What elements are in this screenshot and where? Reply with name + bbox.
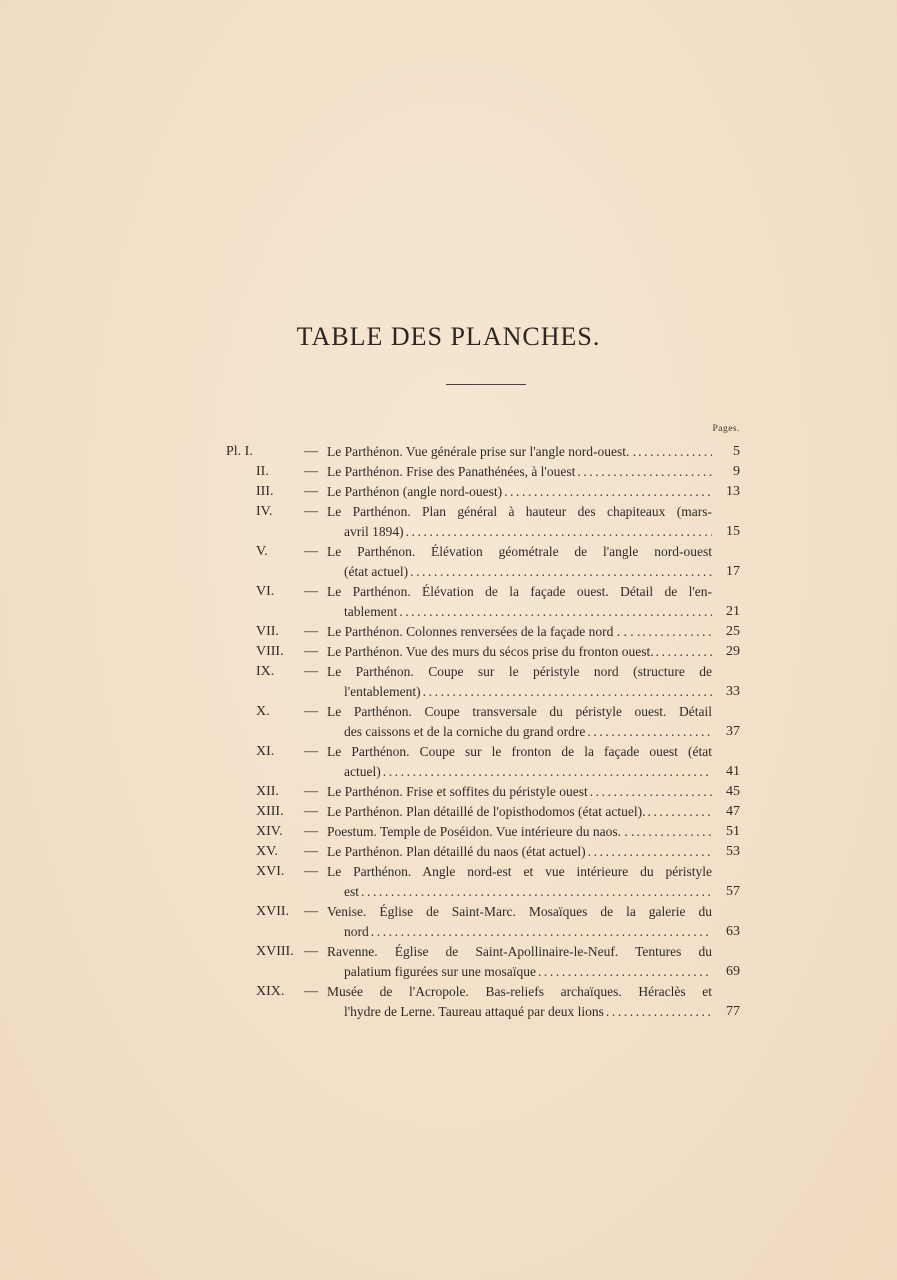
page-number: 37	[726, 724, 740, 739]
plate-number: VI.	[256, 584, 275, 599]
plate-number: VIII.	[256, 644, 284, 659]
page-number: 13	[726, 484, 740, 499]
dot-leader	[538, 962, 712, 982]
description-text: palatium figurées sur une mosaïque	[344, 964, 536, 979]
title-rule	[446, 384, 526, 385]
description-text: nord	[344, 924, 369, 939]
plate-number: Pl. I.	[226, 444, 253, 459]
plate-description	[327, 542, 712, 582]
description-text: Le Parthénon. Plan détaillé du naos (état actuel)	[327, 844, 586, 859]
dash-separator: —	[304, 704, 318, 719]
description-text: Le Parthénon. Colonnes renversées de la façade nord . . . .	[327, 624, 641, 639]
plate-description	[327, 902, 712, 942]
dot-leader	[577, 462, 712, 482]
plate-number: X.	[256, 704, 270, 719]
dot-leader	[410, 562, 712, 582]
dash-separator: —	[304, 644, 318, 659]
plate-description	[327, 582, 712, 622]
page-number: 45	[726, 784, 740, 799]
page-number: 47	[726, 804, 740, 819]
plate-number: II.	[256, 464, 269, 479]
dash-separator: —	[304, 804, 318, 819]
plate-description	[327, 442, 712, 462]
plate-number: VII.	[256, 624, 279, 639]
description-line	[327, 842, 712, 862]
plate-description	[327, 662, 712, 702]
page-number: 21	[726, 604, 740, 619]
dash-separator: —	[304, 484, 318, 499]
description-line: Le Parthénon. Élévation géométrale de l'angle nord-ouest	[327, 544, 712, 559]
page-title: TABLE DES PLANCHES.	[296, 322, 601, 351]
plate-description	[327, 982, 712, 1022]
description-line	[327, 822, 712, 842]
plate-description	[327, 702, 712, 742]
description-text: Le Parthénon. Vue générale prise sur l'angle nord-ouest. .	[327, 444, 637, 459]
description-line: Musée de l'Acropole. Bas-reliefs archaïques. Héraclès et	[327, 984, 712, 999]
dash-separator: —	[304, 864, 318, 879]
plate-number: XVII.	[256, 904, 290, 919]
description-line	[327, 462, 712, 482]
description-line	[327, 482, 712, 502]
dash-separator: —	[304, 624, 318, 639]
description-line	[327, 622, 712, 642]
description-line: Le Parthénon. Angle nord-est et vue intérieure du péristyle	[327, 864, 712, 879]
plate-description	[327, 642, 712, 662]
description-line	[327, 522, 712, 542]
description-line	[327, 442, 712, 462]
description-text: Le Parthénon (angle nord-ouest)	[327, 484, 503, 499]
dash-separator: —	[304, 744, 318, 759]
dot-leader	[371, 922, 712, 942]
dot-leader	[423, 682, 712, 702]
page-number: 41	[726, 764, 740, 779]
dot-leader	[656, 642, 712, 662]
plate-number: XIII.	[256, 804, 284, 819]
description-text: tablement	[344, 604, 398, 619]
dot-leader	[399, 602, 712, 622]
description-text: des caissons et de la corniche du grand ordre	[344, 724, 586, 739]
description-text: Le Parthénon. Plan détaillé de l'opisthodomos (état actuel).	[327, 804, 646, 819]
plate-number: III.	[256, 484, 274, 499]
description-line: Le Parthénon. Coupe sur le péristyle nord (structure de	[327, 664, 712, 679]
description-line: Le Parthénon. Coupe transversale du péristyle ouest. Détail	[327, 704, 712, 719]
description-line: Venise. Église de Saint-Marc. Mosaïques de la galerie du	[327, 904, 712, 919]
pages-column-header: Pages.	[712, 424, 740, 434]
description-line	[327, 782, 712, 802]
dot-leader	[587, 722, 712, 742]
dash-separator: —	[304, 504, 318, 519]
description-line	[327, 722, 712, 742]
page-number: 69	[726, 964, 740, 979]
plate-number: IV.	[256, 504, 273, 519]
dot-leader	[636, 822, 712, 842]
plate-description	[327, 782, 712, 802]
description-line	[327, 602, 712, 622]
plate-number: XIV.	[256, 824, 283, 839]
plate-number: XII.	[256, 784, 279, 799]
dot-leader	[406, 522, 712, 542]
dot-leader	[638, 442, 712, 462]
plate-number: XIX.	[256, 984, 285, 999]
plate-description	[327, 802, 712, 822]
dot-leader	[361, 882, 712, 902]
description-line	[327, 762, 712, 782]
page-number: 53	[726, 844, 740, 859]
description-text: Le Parthénon. Vue des murs du sécos prise du fronton ouest.	[327, 644, 654, 659]
plate-description	[327, 462, 712, 482]
description-line	[327, 642, 712, 662]
page-number: 33	[726, 684, 740, 699]
plate-description	[327, 622, 712, 642]
dash-separator: —	[304, 464, 318, 479]
dash-separator: —	[304, 944, 318, 959]
description-text: Poestum. Temple de Poséidon. Vue intérieure du naos. . .	[327, 824, 635, 839]
dot-leader	[383, 762, 712, 782]
description-text: l'entablement)	[344, 684, 421, 699]
dash-separator: —	[304, 844, 318, 859]
plate-description	[327, 502, 712, 542]
description-text: Le Parthénon. Frise des Panathénées, à l'ouest	[327, 464, 576, 479]
page-number: 29	[726, 644, 740, 659]
plate-number: XVIII.	[256, 944, 294, 959]
description-line	[327, 882, 712, 902]
plate-description	[327, 482, 712, 502]
page-number: 15	[726, 524, 740, 539]
plate-description	[327, 842, 712, 862]
dash-separator: —	[304, 444, 318, 459]
dash-separator: —	[304, 784, 318, 799]
dot-leader	[606, 1002, 712, 1022]
dash-separator: —	[304, 824, 318, 839]
page-number: 57	[726, 884, 740, 899]
page-number: 9	[733, 464, 740, 479]
description-text: l'hydre de Lerne. Taureau attaqué par deux lions	[344, 1004, 604, 1019]
description-text: avril 1894)	[344, 524, 404, 539]
page-number: 63	[726, 924, 740, 939]
description-line: Le Parthénon. Plan général à hauteur des chapiteaux (mars-	[327, 504, 712, 519]
plate-description	[327, 742, 712, 782]
dot-leader	[642, 622, 712, 642]
description-line	[327, 1002, 712, 1022]
description-text: Le Parthénon. Frise et soffites du péristyle ouest	[327, 784, 588, 799]
description-line	[327, 682, 712, 702]
page-number: 77	[726, 1004, 740, 1019]
dash-separator: —	[304, 904, 318, 919]
plate-description	[327, 822, 712, 842]
description-line: Le Parthénon. Élévation de la façade ouest. Détail de l'en-	[327, 584, 712, 599]
dot-leader	[647, 802, 712, 822]
description-line	[327, 562, 712, 582]
dot-leader	[590, 782, 712, 802]
page-number: 5	[733, 444, 740, 459]
dash-separator: —	[304, 984, 318, 999]
description-text: (état actuel)	[344, 564, 409, 579]
page-number: 51	[726, 824, 740, 839]
dot-leader	[588, 842, 712, 862]
plate-description	[327, 862, 712, 902]
description-line	[327, 802, 712, 822]
description-text: est	[344, 884, 359, 899]
description-line	[327, 922, 712, 942]
plate-number: XV.	[256, 844, 278, 859]
dot-leader	[504, 482, 712, 502]
description-line	[327, 962, 712, 982]
plate-number: V.	[256, 544, 268, 559]
page-number: 25	[726, 624, 740, 639]
dash-separator: —	[304, 584, 318, 599]
plate-number: XVI.	[256, 864, 285, 879]
description-line: Ravenne. Église de Saint-Apollinaire-le-Neuf. Tentures du	[327, 944, 712, 959]
plate-description	[327, 942, 712, 982]
plate-number: XI.	[256, 744, 275, 759]
dash-separator: —	[304, 544, 318, 559]
page-number: 17	[726, 564, 740, 579]
dash-separator: —	[304, 664, 318, 679]
description-line: Le Parthénon. Coupe sur le fronton de la façade ouest (état	[327, 744, 712, 759]
description-text: actuel)	[344, 764, 381, 779]
plate-number: IX.	[256, 664, 275, 679]
